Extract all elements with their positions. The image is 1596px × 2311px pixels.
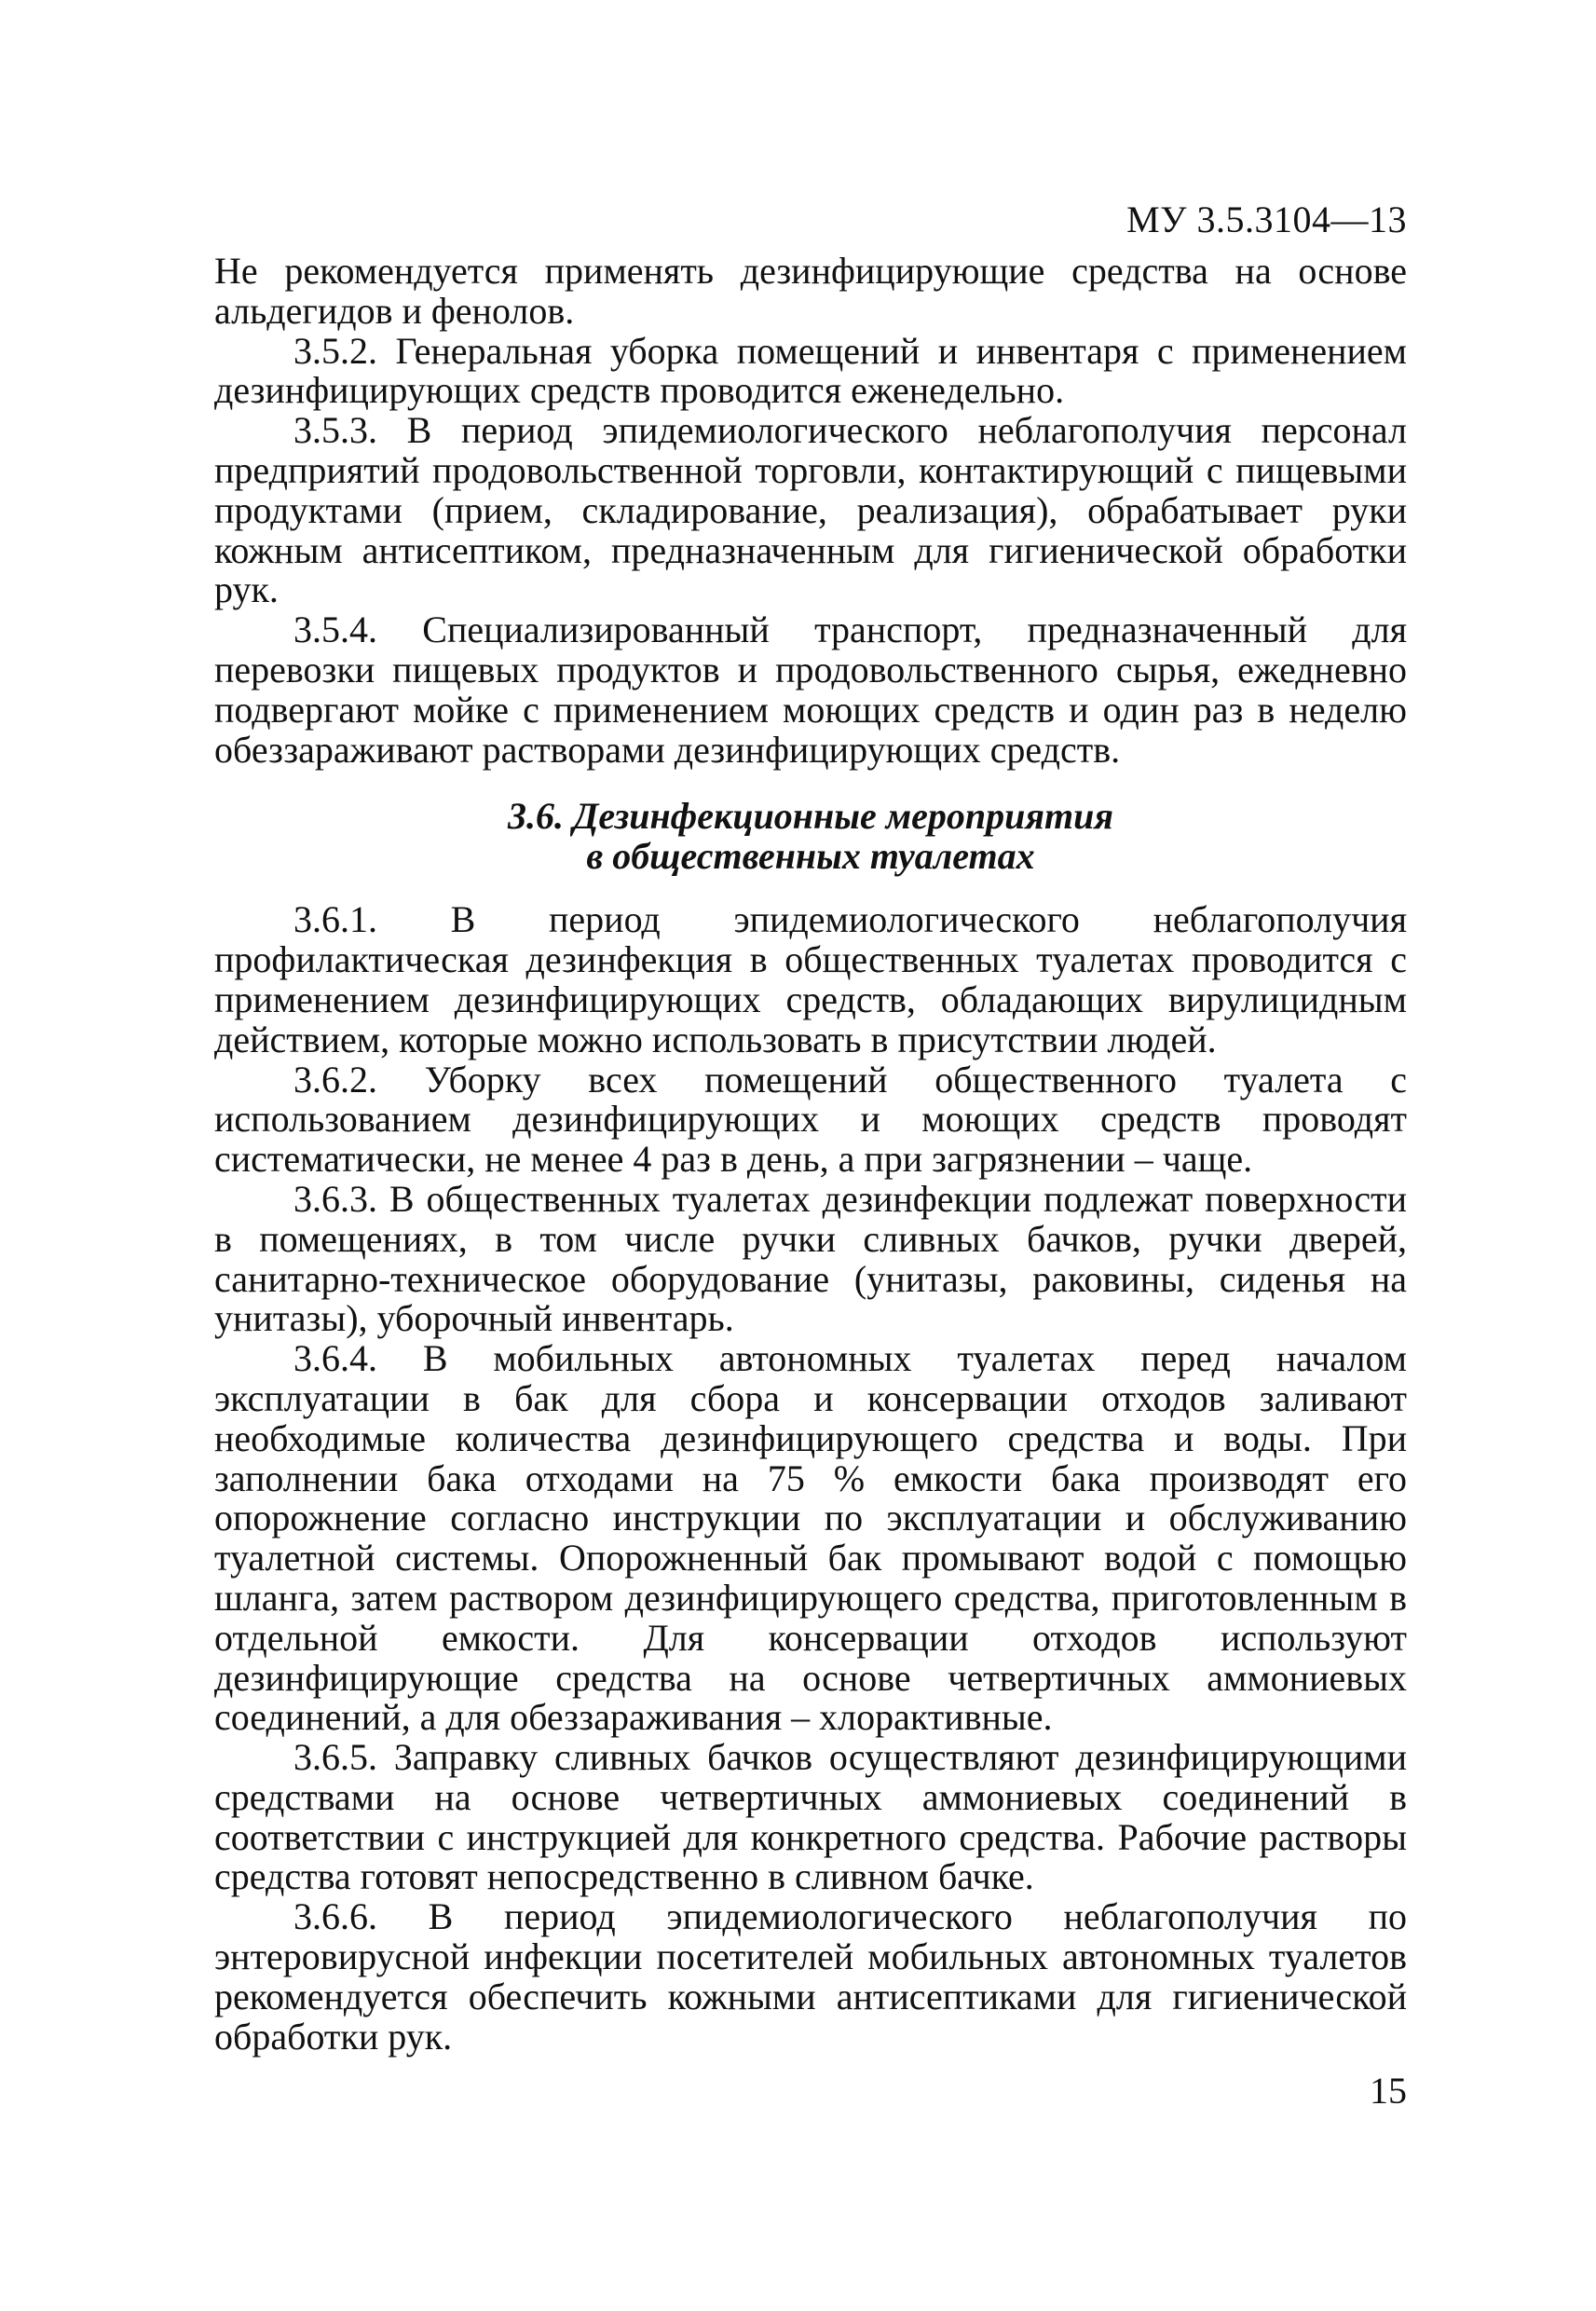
paragraph-3-6-1: 3.6.1. В период эпидемиологического неблагополучия профилактическая дезинфекция в общественных туалетах проводится с применением дезинфицирующих средств, обладающих вирулицидным действием, которые можно использовать в присутствии людей.: [214, 898, 1407, 1060]
paragraph-3-6-5: 3.6.5. Заправку сливных бачков осуществляют дезинфицирующими средствами на основе четвертичных аммониевых соединений в соответствии с инструкцией для конкретного средства. Рабочие растворы средства готовят непосредственно в сливном бачке.: [214, 1736, 1407, 1898]
paragraph-3-5-3: 3.5.3. В период эпидемиологического неблагополучия персонал предприятий продовольственной торговли, контактирующий с пищевыми продуктами (прием, складирование, реализация), обрабатывает руки кожным антисептиком, предназначенным для гигиенической обработки рук.: [214, 409, 1407, 611]
document-page: [214, 177, 1407, 2181]
paragraph-3-5-4: 3.5.4. Специализированный транспорт, предназначенный для перевозки пищевых продуктов и продовольственного сырья, ежедневно подвергают мойке с применением моющих средств и один раз в неделю обеззараживают растворами дезинфицирующих средств.: [214, 609, 1407, 771]
section-heading-3-6: [214, 796, 1407, 876]
body-text: [214, 252, 1407, 2057]
paragraph-3-6-3: 3.6.3. В общественных туалетах дезинфекции подлежат поверхности в помещениях, в том числе ручки сливных бачков, ручки дверей, санитарно-техническое оборудование (унитазы, раковины, сиденья на унитазы), уборочный инвентарь.: [214, 1177, 1407, 1340]
paragraph-3-5-2: 3.5.2. Генеральная уборка помещений и инвентаря с применением дезинфицирующих средств проводится еженедельно.: [214, 329, 1407, 412]
paragraph-aldehydes: Не рекомендуется применять дезинфицирующие средства на основе альдегидов и фенолов.: [214, 250, 1407, 332]
document-code: МУ 3.5.3104—13: [1126, 198, 1407, 240]
page-number: 15: [1370, 2070, 1407, 2112]
paragraph-3-6-4: 3.6.4. В мобильных автономных туалетах перед началом эксплуатации в бак для сбора и консервации отходов заливают необходимые количества дезинфицирующего средства и воды. При заполнении бака отходами на 75 % емкости бака производят его опорожнение согласно инструкции по эксплуатации и обслуживанию туалетной системы. Опорожненный бак промывают водой с помощью шланга, затем раствором дезинфицирующего средства, приготовленным в отдельной емкости. Для консервации отходов используют дезинфицирующие средства на основе четвертичных аммониевых соединений, а для обеззараживания – хлорактивные.: [214, 1337, 1407, 1739]
paragraph-3-6-6: 3.6.6. В период эпидемиологического неблагополучия по энтеровирусной инфекции посетителей мобильных автономных туалетов рекомендуется обеспечить кожными антисептиками для гигиенической обработки рук.: [214, 1895, 1407, 2058]
section-heading-line-1: 3.6. Дезинфекционные мероприятия: [508, 795, 1113, 838]
paragraph-3-6-2: 3.6.2. Уборку всех помещений общественного туалета с использованием дезинфицирующих и моющих средств проводят систематически, не менее 4 раз в день, а при загрязнении – чаще.: [214, 1058, 1407, 1181]
section-heading-line-2: в общественных туалетах: [586, 835, 1035, 878]
